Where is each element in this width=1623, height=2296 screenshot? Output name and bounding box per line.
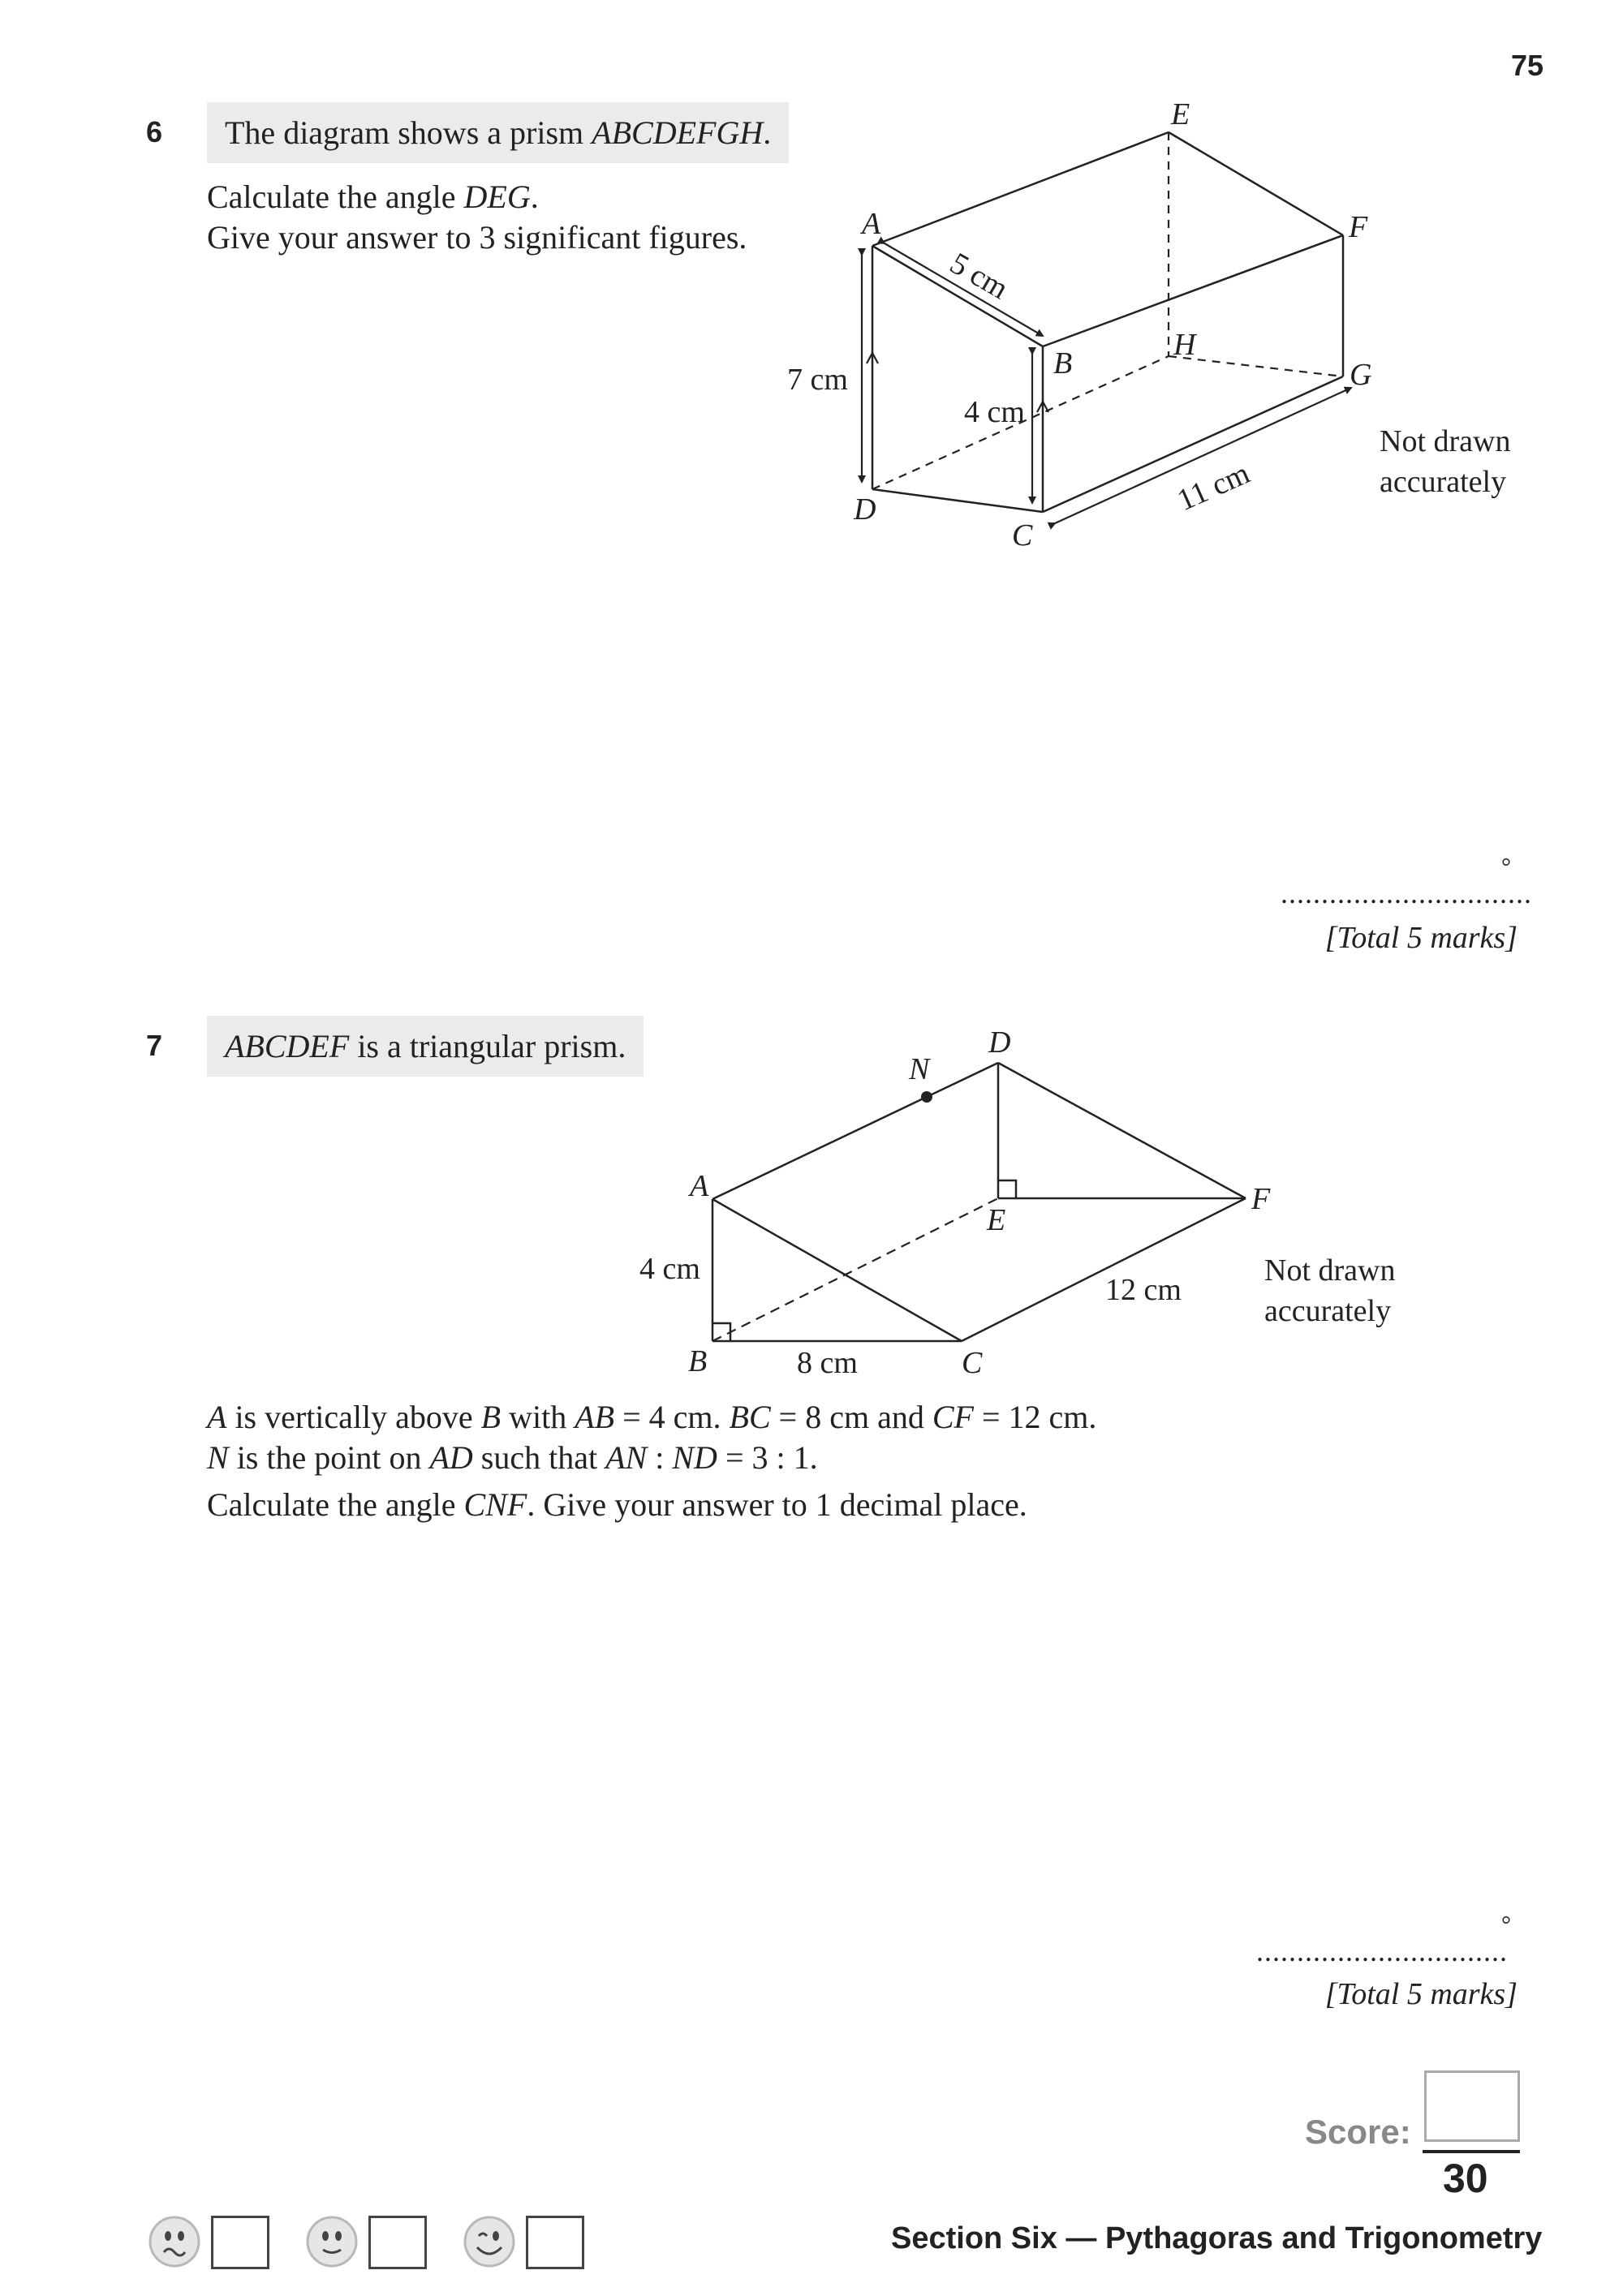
q7-answer-line[interactable]: ...............................	[1256, 1935, 1508, 1967]
q7-note-line-1: Not drawn	[1264, 1253, 1396, 1288]
q7-line-1-run-1: is vertically above	[226, 1399, 481, 1435]
question-number-7: 7	[146, 1029, 163, 1062]
q6-intro-end: .	[763, 114, 772, 151]
q7-label-F: F	[1251, 1182, 1271, 1216]
q7-line-2	[207, 1438, 1096, 1478]
edge-AC	[712, 1199, 962, 1341]
right-angle-E	[998, 1180, 1016, 1198]
happy-face-icon	[463, 2213, 519, 2270]
q7-label-A: A	[690, 1169, 709, 1203]
q6-line-2: Give your answer to 3 significant figures.	[207, 219, 747, 256]
q7-line-3-run-0: Calculate the angle	[207, 1486, 464, 1523]
q7-label-D: D	[988, 1025, 1011, 1060]
self-assessment-box-3[interactable]	[526, 2216, 584, 2269]
q7-label-C: C	[962, 1346, 983, 1380]
score-denominator: 30	[1443, 2156, 1488, 2201]
q7-label-N: N	[909, 1052, 930, 1086]
q7-line-1-run-0: A	[207, 1399, 227, 1435]
q6-dim-7cm: 7 cm	[787, 363, 848, 397]
q7-description	[207, 1397, 1096, 1525]
neutral-face-icon	[305, 2213, 362, 2270]
q7-line-1-run-9: = 12 cm.	[973, 1399, 1097, 1435]
edge-AD	[712, 1063, 998, 1199]
q6-label-C: C	[1012, 518, 1033, 553]
q6-label-E: E	[1171, 97, 1190, 131]
q6-degree-symbol: °	[1501, 853, 1511, 880]
q7-line-1-run-6: BC	[729, 1399, 771, 1435]
q7-line-1-run-3: with	[501, 1399, 575, 1435]
q7-dim-12cm: 12 cm	[1105, 1273, 1182, 1307]
q7-line-1	[207, 1397, 1096, 1438]
q7-label-E: E	[987, 1203, 1006, 1237]
q6-total-marks: [Total 5 marks]	[1324, 921, 1518, 955]
q7-line-1-run-2: B	[480, 1399, 502, 1435]
right-angle-B	[712, 1323, 730, 1341]
q7-note-line-2: accurately	[1264, 1294, 1392, 1328]
q7-line-1-run-7: = 8 cm and	[770, 1399, 932, 1435]
self-assessment-box-1[interactable]	[211, 2216, 269, 2269]
q7-line-1-run-8: CF	[932, 1399, 974, 1435]
q7-line-2-run-3: such that	[472, 1439, 606, 1476]
q7-dim-4cm: 4 cm	[639, 1252, 700, 1286]
point-N	[921, 1091, 932, 1103]
q6-label-D: D	[854, 492, 876, 527]
q6-dim-4cm: 4 cm	[964, 395, 1025, 429]
question-number-6: 6	[146, 115, 163, 148]
q7-intro-text: is a triangular prism.	[349, 1028, 626, 1064]
q7-label-B: B	[688, 1344, 708, 1378]
hidden-edge-BE	[712, 1198, 998, 1341]
q7-degree-symbol: °	[1501, 1911, 1511, 1938]
q7-line-3	[207, 1485, 1096, 1525]
q7-line-2-run-5: :	[647, 1439, 673, 1476]
q6-note-line-2: accurately	[1380, 465, 1507, 499]
page-number: 75	[1511, 49, 1544, 82]
self-assessment-box-2[interactable]	[368, 2216, 427, 2269]
q7-line-2-run-6: ND	[672, 1439, 717, 1476]
q6-intro-prism-name: ABCDEFGH	[592, 114, 764, 151]
q6-dim-11cm: 11 cm	[1172, 456, 1255, 518]
score-input-box[interactable]	[1424, 2070, 1520, 2142]
q7-line-3-run-1: CNF	[463, 1486, 527, 1523]
q7-line-2-run-4: AN	[605, 1439, 648, 1476]
q6-dim-5cm: 5 cm	[944, 246, 1014, 307]
q7-total-marks: [Total 5 marks]	[1324, 1977, 1518, 2011]
q6-line-1-text: Calculate the angle	[207, 178, 464, 215]
sad-face-icon	[148, 2213, 204, 2270]
score-label: Score:	[1305, 2113, 1411, 2151]
q6-line-1-end: .	[530, 178, 539, 215]
q7-line-2-run-0: N	[207, 1439, 229, 1476]
q6-angle-name: DEG	[463, 178, 531, 215]
section-footer: Section Six — Pythagoras and Trigonometry	[891, 2221, 1543, 2255]
edge-DF	[998, 1063, 1246, 1198]
q7-line-3-run-2: . Give your answer to 1 decimal place.	[527, 1486, 1027, 1523]
q6-label-H: H	[1173, 328, 1196, 362]
q6-answer-line[interactable]: ...............................	[1281, 877, 1532, 909]
q6-label-B: B	[1053, 346, 1073, 381]
q7-line-2-run-1: is the point on	[228, 1439, 430, 1476]
q7-line-2-run-2: AD	[429, 1439, 473, 1476]
q7-intro-prism-name: ABCDEF	[225, 1028, 350, 1064]
q7-dim-8cm: 8 cm	[797, 1346, 858, 1380]
q6-label-A: A	[862, 207, 881, 241]
q6-intro-text: The diagram shows a prism	[225, 114, 592, 151]
q6-note-line-1: Not drawn	[1380, 424, 1511, 458]
q7-line-1-run-4: AB	[575, 1399, 615, 1435]
q6-label-F: F	[1349, 210, 1368, 244]
q6-label-G: G	[1350, 358, 1372, 392]
q7-line-2-run-7: = 3 : 1.	[717, 1439, 818, 1476]
q7-line-1-run-5: = 4 cm.	[614, 1399, 730, 1435]
score-fraction-line	[1423, 2150, 1520, 2153]
